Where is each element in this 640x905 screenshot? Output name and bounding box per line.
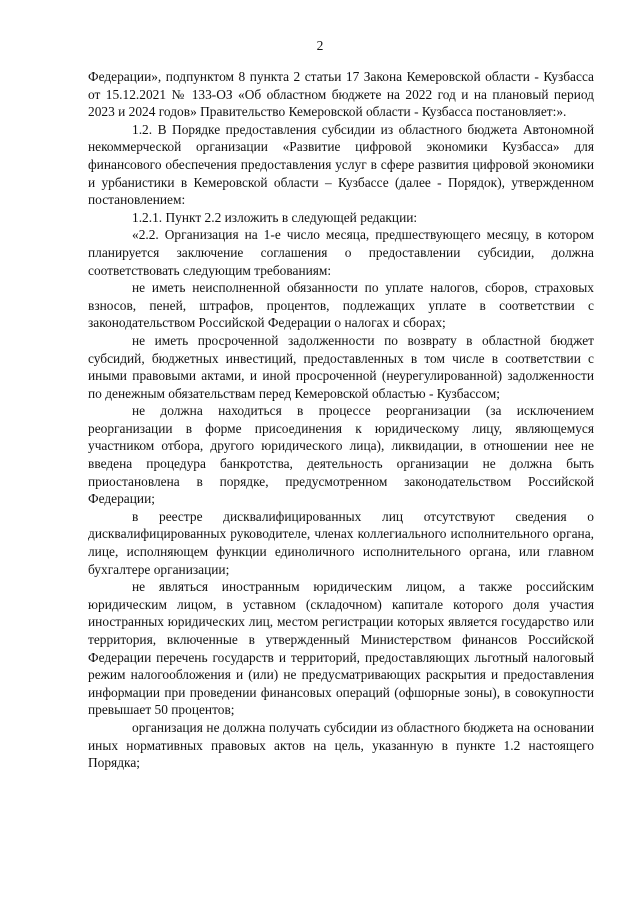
page-number: 2: [316, 38, 324, 53]
requirement-no-overdue-debt: не иметь просроченной задолженности по возврату в областной бюджет субсидий, бюджетных инвестиций, предоставленных в том числе в соответствии с иными правовыми актами, и иной просроченной (неурегулированной) задолженности по денежным обязательствам перед Кемеровской областью - Кузбассом;: [88, 332, 594, 401]
paragraph-intro-continuation: Федерации», подпунктом 8 пункта 2 статьи 17 Закона Кемеровской области - Кузбасса от 15.12.2021 № 133-ОЗ «Об областном бюджете на 2022 год и на плановый период 2023 и 2024 годов» Правительство Кемеровской области - Кузбасса постановляет:».: [88, 69, 594, 120]
requirement-no-reorganization: не должна находиться в процессе реорганизации (за исключением реорганизации в форме присоединения к юридическому лицу, являющемуся участником отбора, другого юридического лица), ликвидации, в отношении нее не введена процедура банкротства, деятельность организации не должна быть приостановлена в порядке, предусмотренном законодательством Российской Федерации;: [88, 403, 594, 507]
requirement-not-foreign-entity: не являться иностранным юридическим лицом, а также российским юридическим лицом, в уставном (складочном) капитале которого доля участия иностранных юридических лиц, местом регистрации которых является государство или территория, включенные в утвержденный Министерством финансов Российской Федерации перечень государств и территорий, предоставляющих льготный налоговый режим налогообложения и (или) не предусматривающих раскрытия и предоставления информации при проведении финансовых операций (офшорные зоны), в совокупности превышает 50 процентов;: [88, 579, 594, 718]
requirement-no-other-subsidies: организация не должна получать субсидии из областного бюджета на основании иных нормативных правовых актов на цель, указанную в пункте 1.2 настоящего Порядка;: [88, 719, 594, 771]
requirement-no-disqualified-persons: в реестре дисквалифицированных лиц отсутствуют сведения о дисквалифицированных руководителе, членах коллегиального исполнительного органа, лице, исполняющем функции единоличного исполнительного органа, или главном бухгалтере организации;: [88, 508, 594, 577]
paragraph-1-2-1: 1.2.1. Пункт 2.2 изложить в следующей редакции:: [132, 209, 418, 225]
paragraph-1-2: 1.2. В Порядке предоставления субсидии из областного бюджета Автономной некоммерческой организации «Развитие цифровой экономики Кузбасса» для финансового обеспечения предоставления услуг в сфере развития цифровой экономики и урбанистики в Кемеровской области – Кузбассе (далее - Порядок), утвержденном постановлением:: [88, 121, 594, 208]
requirement-no-tax-debt: не иметь неисполненной обязанности по уплате налогов, сборов, страховых взносов, пеней, штрафов, процентов, подлежащих уплате в соответствии с законодательством Российской Федерации о налогах и сборах;: [88, 280, 594, 331]
document-body: [88, 68, 594, 772]
paragraph-2-2: «2.2. Организация на 1-е число месяца, предшествующего месяцу, в котором планируется заключение соглашения о предоставлении субсидии, должна соответствовать следующим требованиям:: [88, 227, 594, 278]
